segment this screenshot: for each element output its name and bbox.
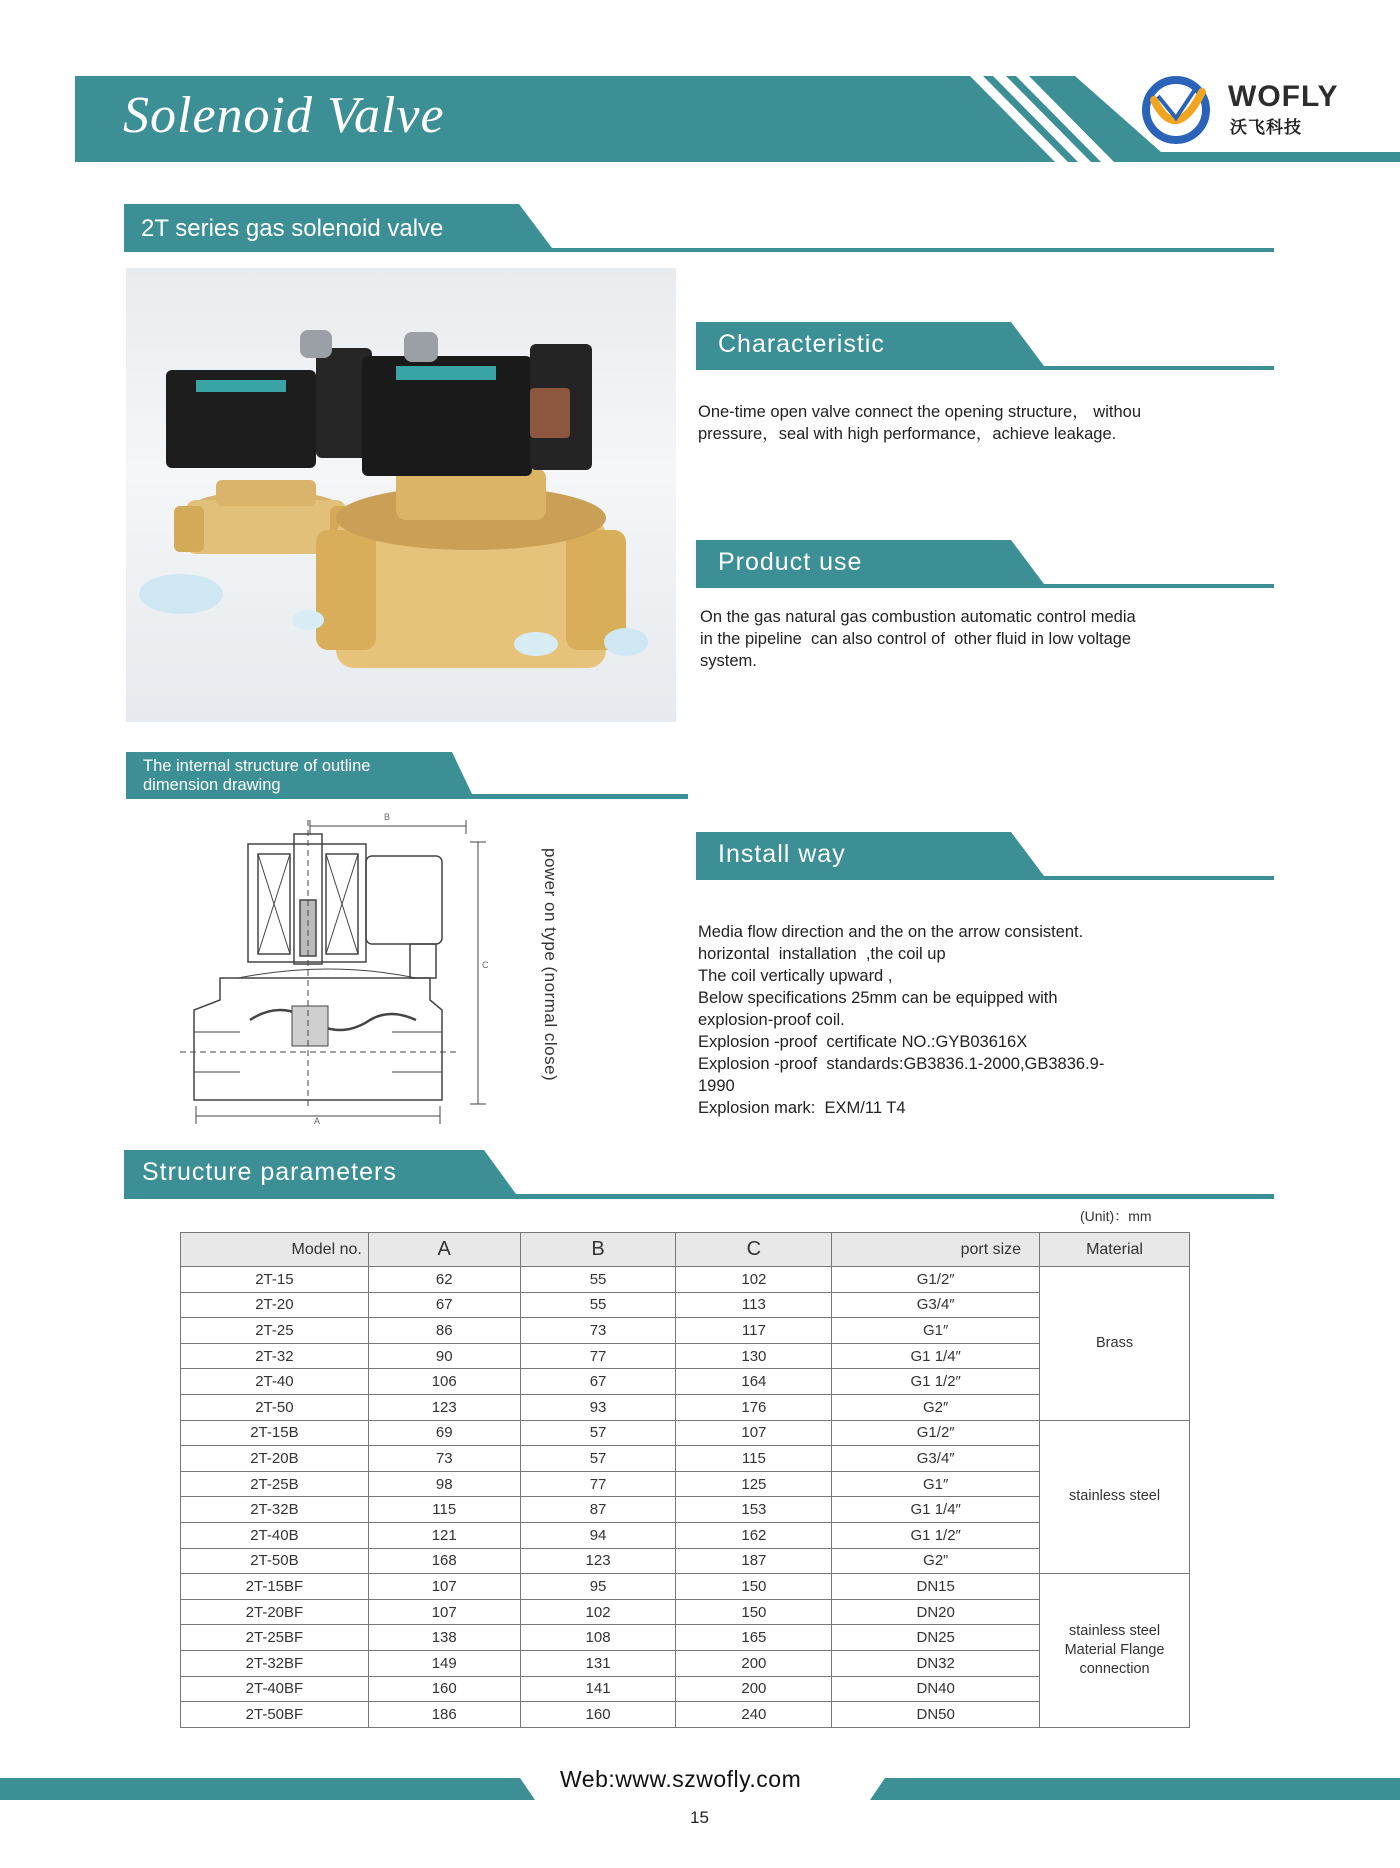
cell-port: G2″ <box>832 1394 1040 1420</box>
footer-web: Web:www.szwofly.com <box>560 1766 802 1792</box>
page-title: Solenoid Valve <box>123 87 445 144</box>
install-line: Below specifications 25mm can be equipped with <box>698 989 1058 1007</box>
install-line: Explosion -proof standards:GB3836.1-2000,GB3836.9- <box>698 1055 1105 1073</box>
table-row <box>181 1343 1190 1369</box>
install-way-tab <box>696 832 1274 882</box>
cell-port: G1″ <box>832 1318 1040 1344</box>
cell-b: 55 <box>520 1267 676 1293</box>
cell-model: 2T-15B <box>181 1420 369 1446</box>
table-row <box>181 1574 1190 1600</box>
table-row <box>181 1446 1190 1472</box>
drawing-title-line: The internal structure of outline <box>143 757 371 775</box>
cell-a: 69 <box>368 1420 520 1446</box>
characteristic-title: Characteristic <box>718 330 885 358</box>
product-use-text <box>700 606 1136 672</box>
cell-b: 87 <box>520 1497 676 1523</box>
cell-model: 2T-40B <box>181 1522 369 1548</box>
product-use-line: system. <box>700 652 757 670</box>
cell-c: 130 <box>676 1343 832 1369</box>
table-row <box>181 1599 1190 1625</box>
drawing-tab <box>126 752 688 800</box>
header-model: Model no. <box>181 1233 369 1267</box>
page-number: 15 <box>690 1808 709 1827</box>
cell-c: 115 <box>676 1446 832 1472</box>
cell-port: DN50 <box>832 1702 1040 1728</box>
cell-a: 62 <box>368 1267 520 1293</box>
brand-name-cn: 沃飞科技 <box>1230 118 1302 138</box>
parameters-table <box>180 1232 1190 1728</box>
table-row <box>181 1522 1190 1548</box>
product-use-title: Product use <box>718 548 863 576</box>
table-row <box>181 1267 1190 1293</box>
cell-b: 57 <box>520 1420 676 1446</box>
install-line: explosion-proof coil. <box>698 1011 845 1029</box>
cell-model: 2T-20 <box>181 1292 369 1318</box>
install-way-title: Install way <box>718 840 846 868</box>
power-on-type-label: power on type (normal close) <box>541 848 560 1082</box>
product-photo <box>126 268 676 722</box>
cell-model: 2T-50B <box>181 1548 369 1574</box>
cell-a: 149 <box>368 1650 520 1676</box>
table-row <box>181 1318 1190 1344</box>
table-row <box>181 1650 1190 1676</box>
cell-c: 102 <box>676 1267 832 1293</box>
cell-port: G1 1/2″ <box>832 1522 1040 1548</box>
header-b: B <box>520 1233 676 1267</box>
structure-parameters-title: Structure parameters <box>142 1158 397 1186</box>
cell-port: G1 1/4″ <box>832 1343 1040 1369</box>
cell-port: DN20 <box>832 1599 1040 1625</box>
table-row <box>181 1625 1190 1651</box>
table-row <box>181 1420 1190 1446</box>
characteristic-line: One-time open valve connect the opening structure， withou <box>698 403 1142 421</box>
table-row <box>181 1471 1190 1497</box>
characteristic-tab <box>696 322 1274 372</box>
cell-model: 2T-32BF <box>181 1650 369 1676</box>
cell-c: 113 <box>676 1292 832 1318</box>
cell-b: 77 <box>520 1471 676 1497</box>
series-title-tab <box>124 204 1274 252</box>
table-header-row <box>181 1233 1190 1267</box>
cell-c: 165 <box>676 1625 832 1651</box>
cell-b: 160 <box>520 1702 676 1728</box>
table-row <box>181 1394 1190 1420</box>
cell-material-stainless <box>1040 1420 1190 1574</box>
header-a: A <box>368 1233 520 1267</box>
cell-a: 73 <box>368 1446 520 1472</box>
table-row <box>181 1497 1190 1523</box>
cell-model: 2T-25B <box>181 1471 369 1497</box>
cell-c: 125 <box>676 1471 832 1497</box>
cell-port: G3/4″ <box>832 1292 1040 1318</box>
cell-a: 168 <box>368 1548 520 1574</box>
install-line: horizontal installation ,the coil up <box>698 945 946 963</box>
cell-model: 2T-50BF <box>181 1702 369 1728</box>
brand-name: WOFLY <box>1228 80 1339 113</box>
characteristic-text <box>698 401 1141 445</box>
cell-b: 95 <box>520 1574 676 1600</box>
structure-parameters-tab <box>124 1150 1274 1200</box>
material-line: connection <box>1079 1660 1150 1677</box>
cell-b: 93 <box>520 1394 676 1420</box>
cell-port: G1 1/4″ <box>832 1497 1040 1523</box>
product-use-tab <box>696 540 1274 590</box>
install-line: The coil vertically upward , <box>698 967 893 985</box>
cell-a: 121 <box>368 1522 520 1548</box>
product-use-line: in the pipeline can also control of other fluid in low voltage <box>700 630 1132 648</box>
cell-c: 187 <box>676 1548 832 1574</box>
cell-model: 2T-40 <box>181 1369 369 1395</box>
cell-model: 2T-15BF <box>181 1574 369 1600</box>
header-material: Material <box>1040 1233 1190 1267</box>
dim-a-label: A <box>314 1116 321 1126</box>
cell-port: DN15 <box>832 1574 1040 1600</box>
dim-c-label: C <box>482 960 489 970</box>
material-line: stainless steel <box>1069 1622 1161 1639</box>
table-row <box>181 1292 1190 1318</box>
drawing-title-line: dimension drawing <box>143 776 281 794</box>
table-row <box>181 1548 1190 1574</box>
cell-a: 107 <box>368 1599 520 1625</box>
cell-b: 67 <box>520 1369 676 1395</box>
cell-b: 57 <box>520 1446 676 1472</box>
cell-a: 115 <box>368 1497 520 1523</box>
cell-model: 2T-20B <box>181 1446 369 1472</box>
cell-b: 123 <box>520 1548 676 1574</box>
cell-a: 90 <box>368 1343 520 1369</box>
cell-port: G1/2″ <box>832 1267 1040 1293</box>
cell-b: 55 <box>520 1292 676 1318</box>
material-line: Material Flange <box>1064 1641 1165 1658</box>
material-line: Brass <box>1096 1334 1134 1351</box>
cell-a: 67 <box>368 1292 520 1318</box>
cell-port: G2” <box>832 1548 1040 1574</box>
cell-c: 162 <box>676 1522 832 1548</box>
cell-c: 176 <box>676 1394 832 1420</box>
table-row <box>181 1702 1190 1728</box>
install-line: Media flow direction and the on the arrow consistent. <box>698 923 1084 941</box>
cell-port: G1/2″ <box>832 1420 1040 1446</box>
cell-port: DN32 <box>832 1650 1040 1676</box>
cell-model: 2T-32 <box>181 1343 369 1369</box>
cell-model: 2T-25 <box>181 1318 369 1344</box>
cell-c: 153 <box>676 1497 832 1523</box>
cell-c: 117 <box>676 1318 832 1344</box>
cell-port: G3/4″ <box>832 1446 1040 1472</box>
drawing-title <box>143 757 370 795</box>
table-row <box>181 1676 1190 1702</box>
install-line: Explosion -proof certificate NO.:GYB03616X <box>698 1033 1028 1051</box>
cell-c: 164 <box>676 1369 832 1395</box>
cell-port: DN40 <box>832 1676 1040 1702</box>
cell-a: 160 <box>368 1676 520 1702</box>
cell-model: 2T-15 <box>181 1267 369 1293</box>
cell-a: 138 <box>368 1625 520 1651</box>
cell-port: DN25 <box>832 1625 1040 1651</box>
cell-b: 108 <box>520 1625 676 1651</box>
table-row <box>181 1369 1190 1395</box>
material-line: stainless steel <box>1069 1488 1161 1505</box>
cell-b: 77 <box>520 1343 676 1369</box>
install-way-text <box>698 921 1104 1119</box>
cell-material-flange <box>1040 1574 1190 1728</box>
install-line: Explosion mark: EXM/11 T4 <box>698 1099 906 1117</box>
cell-model: 2T-40BF <box>181 1676 369 1702</box>
cell-c: 150 <box>676 1599 832 1625</box>
header-c: C <box>676 1233 832 1267</box>
cell-material-brass <box>1040 1267 1190 1421</box>
cell-c: 200 <box>676 1650 832 1676</box>
cell-port: G1 1/2″ <box>832 1369 1040 1395</box>
product-use-line: On the gas natural gas combustion automatic control media <box>700 608 1136 626</box>
characteristic-line: pressure，seal with high performance，achieve leakage. <box>698 425 1117 443</box>
cell-a: 106 <box>368 1369 520 1395</box>
cell-a: 107 <box>368 1574 520 1600</box>
cell-b: 102 <box>520 1599 676 1625</box>
cell-model: 2T-25BF <box>181 1625 369 1651</box>
cell-b: 141 <box>520 1676 676 1702</box>
unit-label: (Unit)：mm <box>1080 1208 1152 1224</box>
cell-a: 123 <box>368 1394 520 1420</box>
cell-b: 94 <box>520 1522 676 1548</box>
cell-c: 107 <box>676 1420 832 1446</box>
cell-c: 150 <box>676 1574 832 1600</box>
series-title: 2T series gas solenoid valve <box>141 215 444 242</box>
cell-model: 2T-50 <box>181 1394 369 1420</box>
cell-a: 86 <box>368 1318 520 1344</box>
header-port-size: port size <box>832 1233 1040 1267</box>
cell-port: G1″ <box>832 1471 1040 1497</box>
dim-b-label: B <box>384 812 391 822</box>
install-line: 1990 <box>698 1077 735 1095</box>
cell-model: 2T-32B <box>181 1497 369 1523</box>
cell-b: 131 <box>520 1650 676 1676</box>
cell-a: 98 <box>368 1471 520 1497</box>
cell-a: 186 <box>368 1702 520 1728</box>
outline-dimension-drawing <box>180 810 500 1130</box>
cell-b: 73 <box>520 1318 676 1344</box>
cell-c: 200 <box>676 1676 832 1702</box>
cell-c: 240 <box>676 1702 832 1728</box>
cell-model: 2T-20BF <box>181 1599 369 1625</box>
